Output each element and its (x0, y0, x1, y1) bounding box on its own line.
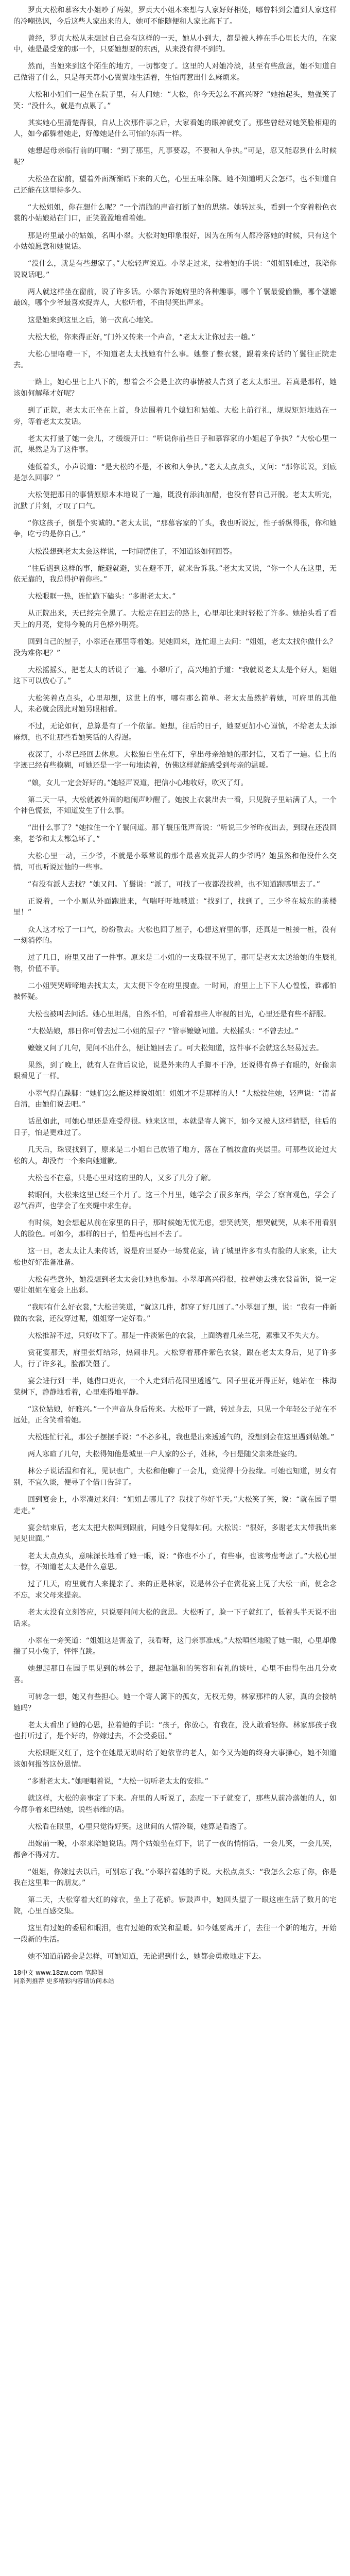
article-paragraph: “大松姑娘，那日你可曾去过二小姐的屋子？”管事嬷嬷问道。大松摇头：“不曾去过。” (28, 1027, 299, 1036)
article-paragraph: 出嫁前一晚，小翠来陪她说话。两个姑娘坐在灯下，说了一夜的悄悄话，一会儿笑，一会儿哭，都舍不得对方。 (13, 1839, 337, 1859)
article-paragraph: 大松心里一动，三少爷，不就是小翠常说的那个最喜欢捉弄人的少爷吗？她虽然和他没什么交情，可也听说过他的一些事。 (13, 852, 337, 872)
article-paragraph: 大松看在眼里，心里只觉得好笑。这世间的人情冷暖，她算是看透了。 (28, 1822, 251, 1831)
article-paragraph: 夜深了，小翠已经回去休息。大松独自坐在灯下，拿出母亲给她的那封信，又看了一遍。信上的字迹已经有些模糊，可她还是一字一句地读着，仿佛这样就能感受到母亲的温暖。 (13, 750, 337, 770)
article-paragraph: 过了几天，府里就有人来提亲了。来的正是林家，说是林公子在赏花宴上见了大松一面，便念念不忘，求父母来提亲。 (13, 1580, 337, 1600)
article-paragraph: 过了几日，府里又出了一件事。原来是二小姐的一支珠钗不见了，那可是老太太送给她的生辰礼物，价值不菲。 (13, 954, 337, 973)
article-paragraph: 大松心里咯噔一下，不知道老太太找她有什么事。她整了整衣裳，跟着来传话的丫鬟往正院走去。 (13, 350, 337, 370)
article-paragraph: 第二天，大松穿着大红的嫁衣，坐上了花轿。锣鼓声中，她回头望了一眼这座生活了数月的宅院，心里百感交集。 (13, 1896, 337, 1916)
article-paragraph: 果然，到了晚上，就有人在背后议论，说是外来的人手脚不干净，还说得有鼻子有眼的，好像亲眼看见了一样。 (13, 1061, 337, 1081)
article-paragraph: 从正院出来，天已经完全黑了。大松走在回去的路上，心里却比来时轻松了许多。她抬头看了看天上的月亮，觉得今晚的月色格外明亮。 (13, 609, 337, 630)
article-paragraph: 两人寒暄了几句，大松得知他是城里一户人家的公子，姓林，今日是随父亲来赴宴的。 (28, 1450, 302, 1459)
article-paragraph: 大松也不在意，只是心里对这府里的人，又多了几分了解。 (28, 1174, 215, 1182)
article-paragraph: 有时候，她会想起从前在家里的日子，那时候她无忧无虑，想笑就笑，想哭就哭，从来不用看别人的脸色。可如今，那样的日子，怕是再也回不去了。 (13, 1219, 337, 1239)
article-paragraph: 二小姐哭哭啼啼地去找太太，太太便下令在府里搜查。一时间，府里上上下下人心惶惶，谁都怕被怀疑。 (13, 981, 337, 1002)
article-paragraph: 大松摇摇头，把老太太的话说了一遍。小翠听了，高兴地拍手道：“我就说老太太是个好人，姐姐这下可以放心了。” (13, 666, 337, 686)
article-paragraph: 大松眼眶一热，连忙跪下磕头：“多谢老太太。” (28, 592, 176, 601)
footer-note-line: 同系列推荐 更多精彩内容请访问本站 (13, 1977, 114, 1985)
article-paragraph: 这是她来到这里之后，第一次真心地笑。 (28, 316, 157, 325)
article-paragraph: 赏花宴那天，府里张灯结彩，热闹非凡。大松穿着那件紫色衣裳，跟在老太太身后，见了许多人，行了许多礼，脸都笑僵了。 (13, 1349, 337, 1368)
article-paragraph: 大松便把那日的事情原原本本地说了一遍，既没有添油加醋，也没有替自己开脱。老太太听完，沉默了片刻，才叹了口气。 (13, 491, 337, 511)
article-paragraph: 不过，无论如何，总算是有了一个依靠。她想，往后的日子，她要更加小心谨慎，不给老太太添麻烦，也不让那些看她笑话的人得逞。 (13, 722, 337, 742)
article-paragraph: 那是府里最小的姑娘，名叫小翠。大松对她印象很好，因为在所有人都冷落她的时候，只有这个小姑娘愿意和她说话。 (13, 231, 337, 251)
page-footer (13, 1969, 337, 1985)
article-paragraph: 几天后，珠钗找到了，原来是二小姐自己放错了地方，落在了梳妆盒的夹层里。可那些议论过大松的人，却没有一个来向她道歉。 (13, 1145, 337, 1165)
article-paragraph: 可转念一想，她又有些担心。她一个寄人篱下的孤女，无权无势，林家那样的人家，真的会接纳她吗？ (13, 1692, 337, 1713)
article-body (13, 5, 337, 1962)
article-paragraph: 众人这才松了一口气，纷纷散去。大松也回了屋子，心想这府里的事，还真是一桩接一桩，没有一刻消停的。 (13, 925, 337, 945)
article-paragraph: 大松大松，你来得正好，”门外又传来一个声音，“老太太让你过去一趟。” (28, 333, 255, 342)
article-paragraph: 老太太点点头，意味深长地看了她一眼，说：“你也不小了，有些事，也该考虑考虑了。”大松心里一惊，不知道老太太是什么意思。 (13, 1552, 337, 1572)
article-paragraph: 宴会进行到一半，她借口更衣，一个人走到后花园里透透气。园子里花开得正好，她站在一株海棠树下，静静地看着，心里难得地平静。 (13, 1377, 337, 1397)
article-paragraph: 宴会结束后，老太太把大松叫到跟前，问她今日觉得如何。大松说：“很好，多谢老太太带我出来见见世面。” (13, 1523, 337, 1544)
article-paragraph: 回到宴会上，小翠凑过来问：“姐姐去哪儿了？我找了你好半天。”大松笑了笑，说：“就在园子里走走。” (13, 1496, 337, 1515)
article-paragraph: 嬷嬷又问了几句，见问不出什么，便让她回去了。可大松知道，这件事不会就这么轻易过去。 (28, 1044, 323, 1053)
article-paragraph: 大松也被叫去问话。她心里坦荡，自然不怕，可看着那些人审视的目光，心里还是有些不舒服。 (28, 1010, 330, 1019)
article-paragraph: 第二天一早，大松就被外面的喧闹声吵醒了。她披上衣裳出去一看，只见院子里站满了人，一个个神色慌张，不知道发生了什么事。 (13, 795, 337, 816)
article-paragraph: 她想起母亲临行前的叮嘱：“到了那里，凡事要忍，不要和人争执。”可是，忍又能忍到什么时候呢？ (13, 147, 337, 167)
article-paragraph: 小翠在一旁笑道：“姐姐这是害羞了，我看呀，这门亲事准成。”大松嗔怪地瞪了她一眼，心里却像揣了只小兔子，怦怦直跳。 (13, 1636, 337, 1656)
article-paragraph: 她低着头，小声说道：“是大松的不是，不该和人争执。”老太太点点头，又问：“那你说说，到底是怎么回事？” (13, 463, 337, 483)
article-paragraph: 大松有些意外，她没想到老太太会让她也参加。小翠却高兴得很，拉着她去挑衣裳首饰，说一定要让姐姐在宴会上出彩。 (13, 1275, 337, 1295)
article-paragraph: 大松眼眶又红了，这个在她最无助时给了她依靠的老人，如今又为她的终身大事操心，她不知道该如何报答这份恩情。 (13, 1749, 337, 1769)
article-paragraph: “这位姑娘，好雅兴。”一个声音从身后传来。大松吓了一跳，转过身去，只见一个年轻公子站在不远处，正含笑看着她。 (13, 1405, 337, 1425)
article-paragraph: 林公子说话温和有礼，见识也广，大松和他聊了一会儿，竟觉得十分投缘。可她也知道，男女有别，不宜久谈，便寻了个借口告辞了。 (13, 1467, 337, 1487)
article-paragraph: 就这样，大松的亲事定了下来。府里的人听说了，态度一下子就变了，那些从前冷落她的人，如今都争着来巴结她，说些恭维的话。 (13, 1794, 337, 1814)
article-paragraph: “出什么事了？”她拉住一个丫鬟问道。那丫鬟压低声音说：“听说三少爷昨夜出去，到现在还没回来，老爷和太太都急坏了。” (13, 824, 337, 843)
article-paragraph: “娘，女儿一定会好好的。”她轻声说道，把信小心地收好，吹灭了灯。 (28, 778, 248, 787)
article-paragraph: 老太太看出了她的心思，拉着她的手说：“孩子，你放心，有我在，没人敢看轻你。林家那孩子我也打听过了，是个好的，你嫁过去，不会受委屈。” (13, 1721, 337, 1741)
article-paragraph: “有没有派人去找？”她又问。丫鬟说：“派了，可找了一夜都没找着，也不知道跑哪里去了。” (28, 880, 321, 889)
article-paragraph: 罗贞大松和慕容大小姐吵了两架，罗贞大小姐本来想与人家好好相处，哪曾料到会遭到人家这样的冷嘲热讽，今后这些人家出来的人，她可不能随便和人家比高下了。 (13, 6, 337, 26)
article-paragraph: 老太太打量了她一会儿，才缓缓开口：“听说你前些日子和慕容家的小姐起了争执？”大松心里一沉，果然是为了这件事。 (13, 434, 337, 454)
article-paragraph: 正说着，一个小厮从外面跑进来，气喘吁吁地喊道：“找到了，找到了，三少爷在城东的茶楼里！” (13, 897, 337, 917)
article-paragraph: 这里有过她的委屈和眼泪，也有过她的欢笑和温暖。如今她要离开了，去往一个新的地方，开始一段新的生活。 (13, 1924, 337, 1944)
article-paragraph: 其实她心里清楚得很，自从上次那件事之后，大家看她的眼神就变了。那些曾经对她笑脸相迎的人，如今都躲着她走，好像她是什么可怕的东西一样。 (13, 118, 337, 139)
footer-site-line: 18中文 www.18zw.com 笔趣阁 (13, 1969, 103, 1976)
article-paragraph: “大松姐姐，你在想什么呢？”一个清脆的声音打断了她的思绪。她转过头，看到一个穿着粉色衣裳的小姑娘站在门口，正笑盈盈地看着她。 (13, 203, 337, 223)
article-paragraph: “你这孩子，倒是个实诚的。”老太太说，“那慕容家的丫头，我也听说过，性子骄纵得很，你和她争，吃亏的是你自己。” (13, 519, 337, 539)
article-paragraph: 大松推辞不过，只好收下了。那是一件淡紫色的衣裳，上面绣着几朵兰花，素雅又不失大方。 (28, 1332, 323, 1341)
article-paragraph: “姐姐，你嫁过去以后，可别忘了我。”小翠拉着她的手说。大松点点头：“我怎么会忘了你，你是我在这里唯一的朋友。” (13, 1868, 337, 1888)
article-paragraph: 大松没想到老太太会这样说，一时间愣住了，不知道该如何回答。 (28, 547, 237, 556)
article-paragraph: 转眼间，大松来这里已经三个月了。这三个月里，她学会了很多东西，学会了察言观色，学会了忍气吞声，也学会了在夹缝中求生存。 (13, 1191, 337, 1211)
article-paragraph: 大松和小姐们一起坐在院子里，有人问她：“大松，你今天怎么不高兴呀？”她抬起头，勉强笑了笑：“没什么，就是有点累了。” (13, 91, 337, 110)
article-paragraph: 她想起那日在园子里见到的林公子，想起他温和的笑容和有礼的谈吐，心里不由得生出几分欢喜。 (13, 1665, 337, 1684)
article-paragraph: 然而，当她来到这个陌生的地方，一切都变了。这里的人对她冷淡，甚至有些敌意，她不知道自己做错了什么，只是每天都小心翼翼地生活着，生怕再惹出什么麻烦来。 (13, 62, 337, 82)
article-paragraph: 到了正院，老太太正坐在上首，身边围着几个媳妇和姑娘。大松上前行礼，规规矩矩地站在一旁，等着老太太发话。 (13, 406, 337, 426)
article-paragraph: “往后遇到这样的事，能避就避，实在避不开，就来告诉我。”老太太又说，“你一个人在这里，无依无靠的，我总得护着你些。” (13, 564, 337, 584)
article-paragraph: 两人就这样坐在窗前，说了许多话。小翠告诉她府里的各种趣事，哪个丫鬟最爱偷懒，哪个嬷嬷最凶，哪个少爷最喜欢捉弄人，大松听着，不由得笑出声来。 (13, 287, 337, 308)
article-paragraph: 回到自己的屋子，小翠还在那里等着她。见她回来，连忙迎上去问：“姐姐，老太太找你做什么？没为难你吧？” (13, 638, 337, 657)
article-paragraph: 大松坐在窗前，望着外面渐渐暗下来的天色，心里五味杂陈。她不知道明天会怎样，也不知道自己还能在这里待多久。 (13, 175, 337, 195)
article-paragraph: “没什么，就是有些想家了。”大松轻声说道。小翠走过来，拉着她的手说：“姐姐别难过，我陪你说说话吧。” (13, 260, 337, 279)
article-paragraph: 她不知道前路会是怎样，可她知道，无论遇到什么，她都会勇敢地走下去。 (28, 1952, 266, 1961)
article-paragraph: 小翠气得直跺脚：“她们怎么能这样说姐姐！姐姐才不是那样的人！”大松拉住她，轻声说：“清者自清，由她们说去吧。” (13, 1089, 337, 1109)
article-paragraph: 老太太没有立刻答应，只说要问问大松的意思。大松听了，脸一下子就红了，低着头半天说不出话来。 (13, 1608, 337, 1628)
article-paragraph: 曾经，罗贞大松从未想过自己会有这样的一天，她从小到大，都是被人捧在手心里长大的，在家中，她是最受宠的那一个，只要她想要的东西，从来没有得不到的。 (13, 34, 337, 54)
article-paragraph: “我哪有什么好衣裳，”大松苦笑道，“就这几件，都穿了好几回了。”小翠想了想，说：“我有一件新做的衣裳，还没穿过呢，姐姐穿一定好看。” (13, 1303, 337, 1324)
article-paragraph: 话虽如此，可她心里还是难受得很。她来这里，本就是寄人篱下，如今又被人这样猜疑，往后的日子，怕是更难过了。 (13, 1117, 337, 1137)
article-paragraph: “多谢老太太。”她哽咽着说，“大松一切听老太太的安排。” (28, 1777, 209, 1786)
article-paragraph: 一路上，她心里七上八下的，想着会不会是上次的事情被人告到了老太太那里。若真是那样，她该如何解释才好呢？ (13, 378, 337, 398)
article-paragraph: 大松笑着点点头，心里却想，这世上的事，哪有那么简单。老太太虽然护着她，可府里的其他人，未必就会因此对她另眼相看。 (13, 694, 337, 714)
article-paragraph: 这一日，老太太让人来传话，说是府里要办一场赏花宴，请了城里许多有头有脸的人家来，让大松也好好准备准备。 (13, 1247, 337, 1267)
article-paragraph: 大松连忙行礼，那公子摆摆手说：“不必多礼，我也是出来透透气的，没想到会在这里遇到姑娘。” (28, 1433, 335, 1442)
